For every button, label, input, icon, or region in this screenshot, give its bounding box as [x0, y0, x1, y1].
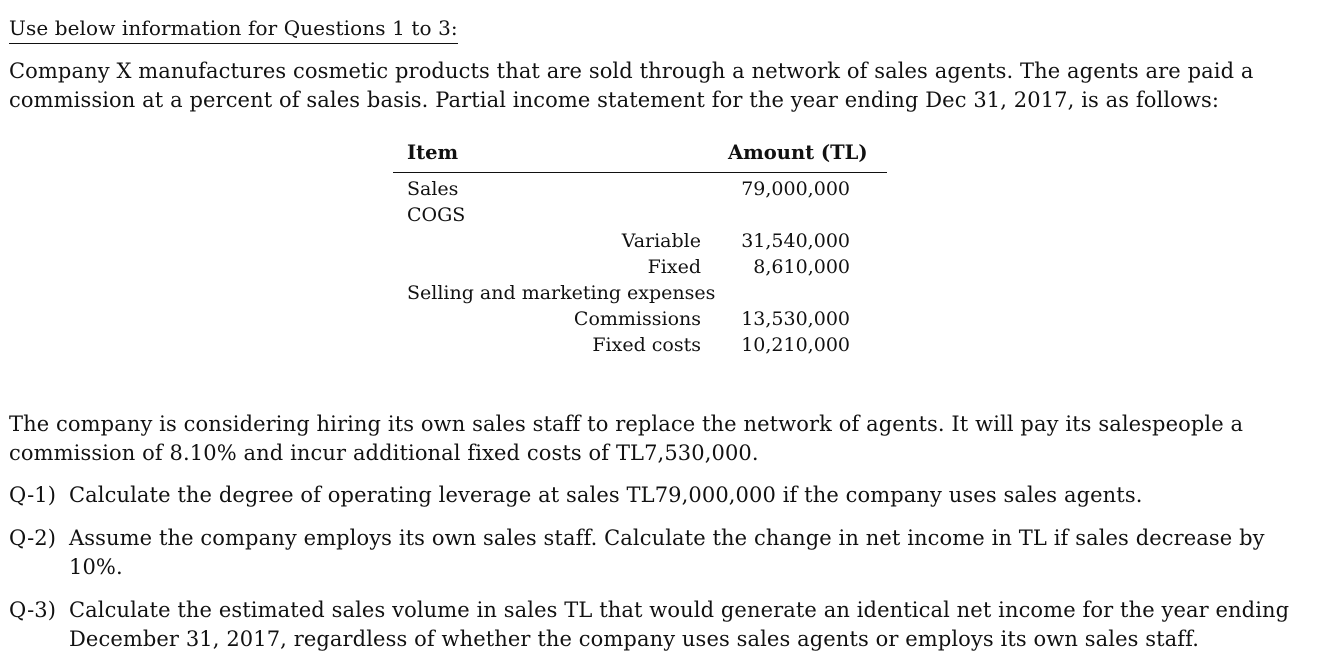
question-number: Q-3) — [9, 598, 57, 622]
income-statement-table — [393, 140, 887, 370]
column-header-amount: Amount (TL) — [728, 141, 868, 164]
question-line: Calculate the estimated sales volume in sales TL that would generate an identical net income for the year ending — [69, 598, 1290, 622]
question-text — [69, 524, 1265, 582]
row-label-selling-marketing: Selling and marketing expenses — [407, 282, 716, 304]
intro-line: commission at a percent of sales basis. Partial income statement for the year ending Dec 31, 2017, is as follows: — [9, 88, 1220, 112]
proposal-line: The company is considering hiring its own sales staff to replace the network of agents. It will pay its salespeople a — [9, 412, 1244, 436]
row-label-fixed-costs: Fixed costs — [592, 334, 701, 356]
row-amount-commissions: 13,530,000 — [741, 308, 850, 330]
row-label-cogs: COGS — [407, 204, 466, 226]
row-label-commissions: Commissions — [573, 308, 701, 330]
question-number: Q-1) — [9, 483, 57, 507]
header-rule — [393, 172, 887, 173]
intro-paragraph — [9, 57, 1334, 115]
question-text — [69, 481, 1142, 510]
proposal-paragraph — [9, 410, 1334, 468]
proposal-line: commission of 8.10% and incur additional fixed costs of TL7,530,000. — [9, 441, 759, 465]
section-heading: Use below information for Questions 1 to 3: — [9, 14, 458, 44]
row-label-fixed: Fixed — [647, 256, 701, 278]
row-label-sales: Sales — [407, 178, 459, 200]
column-header-item: Item — [407, 141, 459, 164]
question-line: Assume the company employs its own sales staff. Calculate the change in net income in TL if sales decrease by — [69, 526, 1265, 550]
row-amount-variable: 31,540,000 — [741, 230, 850, 252]
row-label-variable: Variable — [621, 230, 701, 252]
question-line: 10%. — [69, 555, 123, 579]
question-number: Q-2) — [9, 526, 57, 550]
row-amount-fixed-costs: 10,210,000 — [741, 334, 850, 356]
row-amount-sales: 79,000,000 — [741, 178, 850, 200]
question-text — [69, 596, 1289, 654]
question-line: December 31, 2017, regardless of whether the company uses sales agents or employs its own sales staff. — [69, 627, 1200, 651]
row-amount-fixed: 8,610,000 — [753, 256, 850, 278]
intro-line: Company X manufactures cosmetic products that are sold through a network of sales agents. The agents are paid a — [9, 59, 1254, 83]
question-line: Calculate the degree of operating leverage at sales TL79,000,000 if the company uses sales agents. — [69, 483, 1143, 507]
